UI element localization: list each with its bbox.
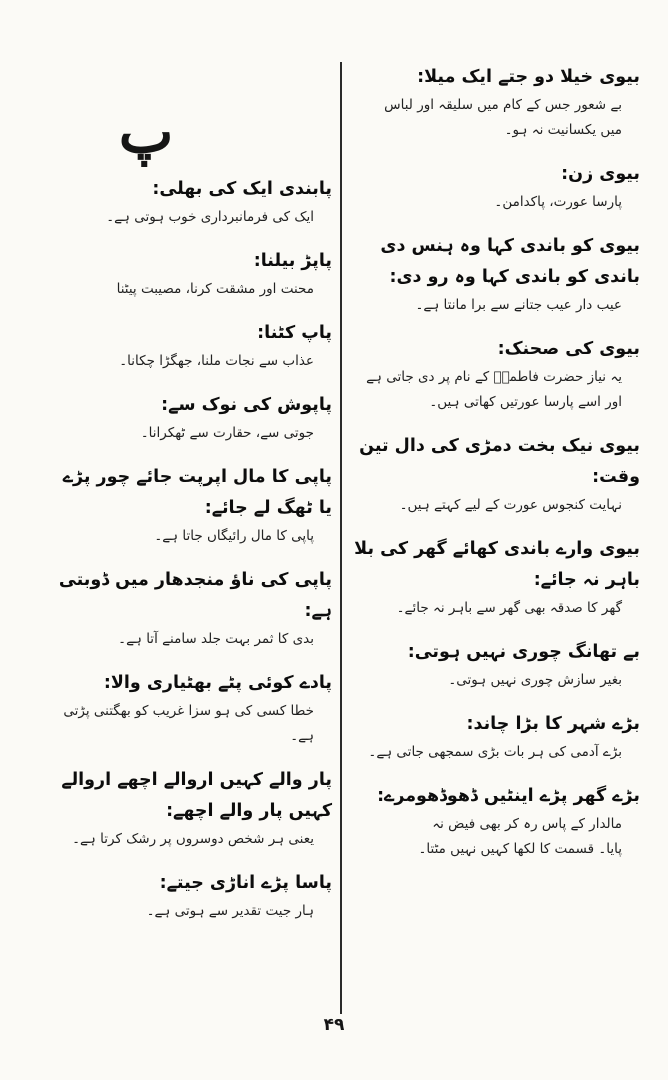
entry-definition: نہایت کنجوس عورت کے لیے کہتے ہیں۔ [399, 497, 622, 513]
entry-headword: پاسا پڑے اناڑی جیتے: [159, 873, 332, 893]
entry-definition: عیب دار عیب جتانے سے برا مانتا ہے۔ [415, 297, 622, 313]
dictionary-entry [350, 709, 640, 765]
entry-headword: بڑے گھر پڑے اینٹیں ڈھوڈھومرے: [377, 786, 640, 806]
entry-definition: پایا۔ قسمت کا لکھا کہیں نہیں مٹتا۔ [418, 841, 622, 857]
entry-headword: پاپی کی ناؤ منجدھار میں ڈوبتی ہے: [58, 570, 332, 621]
entry-definition: بغیر سازش چوری نہیں ہوتی۔ [448, 672, 622, 688]
right-column [350, 62, 640, 878]
entry-headword: پار والے کہیں اروالے اچھے اروالے کہیں پار والے اچھے: [61, 770, 332, 821]
entry-headword: پاپوش کی نوک سے: [161, 395, 332, 415]
entry-headword: پاپی کا مال اپرپت جائے چور پڑے یا ٹھگ لے جائے: [62, 467, 332, 518]
entry-headword: پاپ کٹنا: [257, 323, 332, 343]
entry-definition: اور اسے پارسا عورتیں کھاتی ہیں۔ [429, 394, 622, 410]
dictionary-entry [350, 534, 640, 621]
dictionary-entry [350, 431, 640, 518]
entry-definition: بے شعور جس کے کام میں سلیقہ اور لباس [384, 97, 622, 113]
dictionary-entry [350, 637, 640, 693]
dictionary-entry [350, 334, 640, 415]
dictionary-entry [50, 246, 332, 302]
dictionary-entry [350, 231, 640, 318]
entry-headword: پاپڑ بیلنا: [253, 251, 332, 271]
dictionary-entry [350, 62, 640, 143]
dictionary-entry [50, 318, 332, 374]
entry-definition: پارسا عورت، پاکدامن۔ [494, 194, 622, 210]
entry-headword: بیوی خیلا دو جتے ایک میلا: [417, 67, 640, 87]
dictionary-entry [350, 781, 640, 862]
entry-definition: میں یکسانیت نہ ہو۔ [504, 122, 622, 138]
entry-definition: بڑے آدمی کی ہر بات بڑی سمجھی جاتی ہے۔ [368, 744, 622, 760]
dictionary-entry [50, 174, 332, 230]
entry-definition: جوتی سے، حقارت سے ٹھکرانا۔ [140, 425, 314, 441]
dictionary-entry [50, 390, 332, 446]
entry-definition: بدی کا ثمر بہت جلد سامنے آتا ہے۔ [118, 631, 314, 647]
entry-definition: یہ نیاز حضرت فاطمہؓ کے نام پر دی جاتی ہے [366, 369, 622, 385]
page-number: ۴۹ [323, 1015, 345, 1035]
dictionary-entry [50, 868, 332, 924]
entry-headword: بیوی زن: [561, 164, 640, 184]
entry-headword: بیوی وارے باندی کھائے گھر کی بلا باہر نہ جائے: [354, 539, 640, 590]
entry-definition: مالدار کے پاس رہ کر بھی فیض نہ [432, 816, 622, 832]
entry-definition: محنت اور مشقت کرنا، مصیبت پیٹنا [116, 281, 314, 297]
entry-headword: بڑے شہر کا بڑا چاند: [466, 714, 640, 734]
entry-headword: بیوی کی صحنک: [497, 339, 640, 359]
entry-definition: خطا کسی کی ہو سزا غریب کو بھگتنی پڑتی ہے۔ [63, 703, 314, 744]
section-letter: پ [118, 98, 174, 166]
entry-definition: ہار جیت تقدیر سے ہوتی ہے۔ [146, 903, 314, 919]
entry-headword: بیوی کو باندی کہا وہ ہنس دی باندی کو باندی کہا وہ رو دی: [380, 236, 640, 287]
entry-headword: بیوی نیک بخت دمڑی کی دال تین وقت: [359, 436, 640, 487]
dictionary-entry [50, 565, 332, 652]
entry-definition: ایک کی فرمانبرداری خوب ہوتی ہے۔ [106, 209, 314, 225]
entry-headword: پادے کوئی پٹے بھٹیاری والا: [103, 673, 332, 693]
dictionary-entry [50, 462, 332, 549]
dictionary-entry [50, 668, 332, 749]
left-column [50, 100, 332, 940]
entry-definition: پاپی کا مال رائیگاں جاتا ہے۔ [154, 528, 314, 544]
dictionary-entry [350, 159, 640, 215]
entry-headword: پابندی ایک کی بھلی: [152, 179, 332, 199]
entry-headword: بے تھانگ چوری نہیں ہوتی: [407, 642, 640, 662]
entry-definition: عذاب سے نجات ملنا، جھگڑا چکانا۔ [119, 353, 314, 369]
dictionary-entry [50, 765, 332, 852]
entry-definition: گھر کا صدقہ بھی گھر سے باہر نہ جائے۔ [396, 600, 622, 616]
entry-definition: یعنی ہر شخص دوسروں پر رشک کرتا ہے۔ [72, 831, 314, 847]
column-divider [340, 62, 342, 1014]
